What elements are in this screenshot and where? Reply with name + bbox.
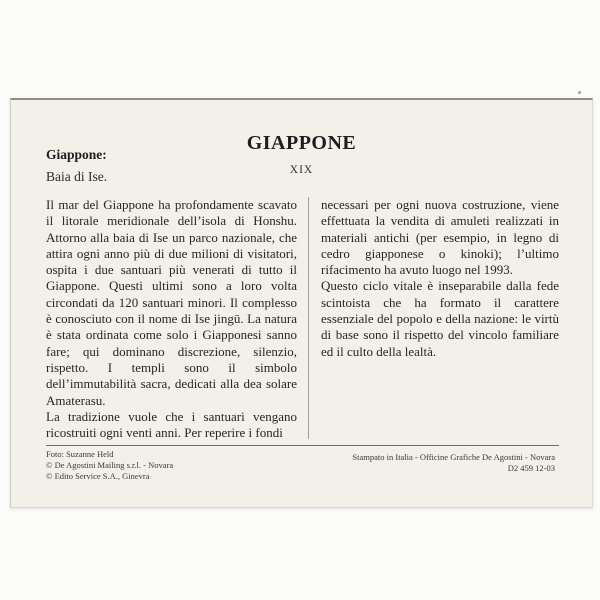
publisher-credit-line-2: © Edito Service S.A., Ginevra [46,471,150,481]
column-divider-rule [308,197,309,439]
card-region-label: Giappone: [46,147,107,162]
left-paragraph-2: La tradizione vuole che i santuari vengano ricostruiti ogni venti anni. Per reperire i fondi [46,408,297,441]
photo-credit-line: Foto: Suzanne Held [46,449,114,459]
publisher-credit-line: © De Agostini Mailing s.r.l. - Novara [46,460,174,470]
card-location: Baia di Ise. [46,169,108,184]
right-paragraph-1: necessari per ogni nuova costruzione, viene effettuata la vendita di amuleti realizzati in materiali antichi (per esempio, in legno di cedro giapponese o kinoki); l’ultimo rifacimento ha avuto luogo nel 1993. [321,197,559,278]
scan-smudge: · · [361,390,378,399]
catalog-number: D2 459 12-03 [507,463,555,473]
left-text-column [46,197,297,441]
right-paragraph-2: Questo ciclo vitale è inseparabile dalla fede scintoista che ha formato il carattere essenziale del popolo e della nazione: le virtù di base sono il rispetto del vincolo familiare ed il culto della lealtà. [321,278,559,359]
printer-line: Stampato in Italia - Officine Grafiche De Agostini - Novara [352,452,555,462]
card-series-number: XIX [289,164,314,176]
scan-speck [578,91,581,94]
postcard [10,98,593,508]
left-paragraph-1: Il mar del Giappone ha profondamente scavato il litorale meridionale dell’isola di Honshu. Attorno alla baia di Ise un parco nazionale, che attira ogni anno più di due milioni di visitatori, ospita i due santuari più venerati di tutto il Giappone. Questi ultimi sono a loro volta circondati da 120 santuari minori. Il complesso è conosciuto con il nome di Ise jingū. La natura è stata ordinata come solo i Giapponesi sanno fare; qui dominano discrezione, silenzio, rispetto. I templi sono il simbolo dell’immutabilità sacra, dedicati alla dea solare Amaterasu. [46,197,297,408]
card-title: GIAPPONE [246,132,357,154]
print-info [352,452,555,474]
footer-divider-rule [46,445,559,446]
right-text-column [321,197,559,360]
photo-publisher-credits [46,449,173,482]
